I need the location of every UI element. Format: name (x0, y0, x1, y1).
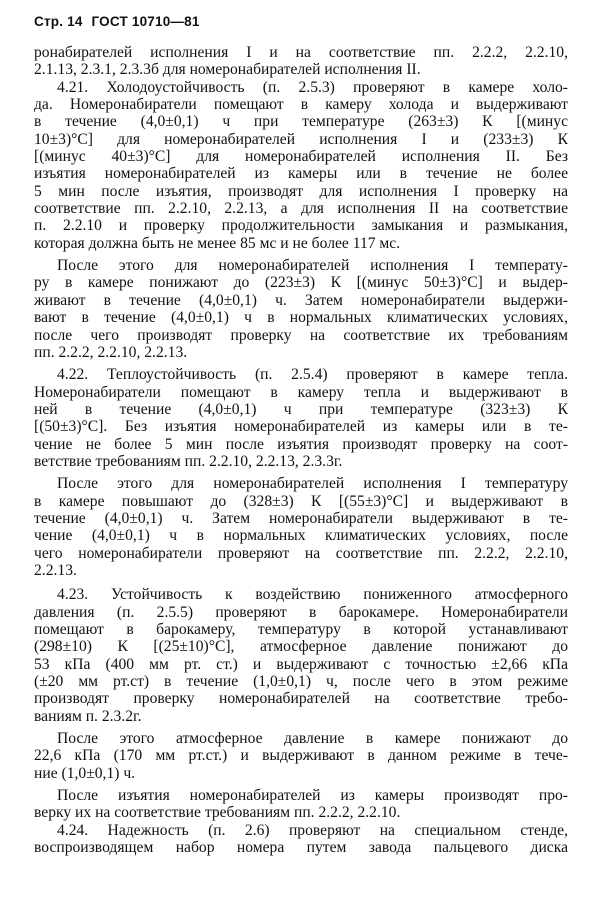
text-line: ветствие требованиям пп. 2.2.10, 2.2.13, 2.3.3г. (34, 452, 343, 470)
text-line: 5 мин после изъятия, производят для исполнения I проверку на (34, 182, 568, 200)
paragraph-4-21 (34, 79, 568, 252)
paragraph-continuation (34, 44, 568, 79)
text-line: ронабирателей исполнения I и на соответствие пп. 2.2.2, 2.2.10, (34, 44, 568, 61)
text-line: да. Номеронабиратели помещают в камеру холода и выдерживают (34, 96, 568, 114)
text-line: помещают в барокамеру, температуру в которой устанавливают (34, 621, 568, 638)
text-line: [(минус 40±3)°С] для номеронабирателей исполнения II. Без (34, 148, 568, 166)
text-line: 53 кПа (400 мм рт. ст.) и выдерживают с точностью ±2,66 кПа (34, 655, 568, 673)
text-line: 4.23. Устойчивость к воздействию пониженного атмосферного (57, 586, 568, 604)
text-line: После этого атмосферное давление в камере понижают до (57, 730, 568, 748)
text-line: живают в течение (4,0±0,1) ч. Затем номеронабиратели выдержи- (34, 291, 568, 309)
text-line: в течение (4,0±0,1) ч при температуре (263±3) К [(минус (34, 113, 568, 131)
text-line: После изъятия номеронабирателей из камеры производят про- (57, 787, 568, 805)
text-line: пп. 2.2.2, 2.2.10, 2.2.13. (34, 343, 188, 361)
page-number-label: Стр. 14 (34, 14, 83, 29)
text-line: которая должна быть не менее 85 мс и не более 117 мс. (34, 234, 401, 252)
text-line: давления (п. 2.5.5) проверяют в барокамере. Номеронабиратели (34, 603, 568, 621)
text-line: изъятия номеронабирателей из камеры или в течение не более (34, 165, 568, 183)
text-line: вают в течение (4,0±0,1) ч в нормальных климатических условиях, (34, 309, 568, 327)
paragraph-4-21-cold-exec-1 (34, 257, 568, 361)
text-line: производят проверку номеронабирателей на соответствие требо- (34, 690, 568, 708)
paragraph-4-23 (34, 586, 568, 725)
text-line: 4.24. Надежность (п. 2.6) проверяют на специальном стенде, (57, 821, 568, 839)
text-line: После этого для номеронабирателей исполнения I температуру (57, 475, 568, 493)
text-line: 4.21. Холодоустойчивость (п. 2.5.3) проверяют в камере холо- (57, 78, 568, 96)
text-line: соответствие пп. 2.2.10, 2.2.13, а для исполнения II на соответствие (34, 200, 568, 218)
text-line: ваниям п. 2.3.2г. (34, 707, 142, 725)
paragraph-4-22-heat-exec-1 (34, 475, 568, 579)
text-line: После этого для номеронабирателей исполнения I температу- (57, 257, 568, 275)
text-line: после чего производят проверку на соответствие их требованиям (34, 326, 568, 344)
text-line: п. 2.2.10 и проверку продолжительности замыкания и размыкания, (34, 217, 568, 235)
text-line: чение (4,0±0,1) ч в нормальных климатических условиях, после (34, 527, 568, 545)
text-line: воспроизводящем набор номера путем завода пальцевого диска (34, 839, 568, 857)
paragraph-4-23-pressure-lowering (34, 730, 568, 782)
text-line: Номеронабиратели помещают в камеру тепла и выдерживают в (34, 383, 568, 401)
text-line: течение (4,0±0,1) ч. Затем номеронабиратели выдерживают в те- (34, 509, 568, 527)
text-line: 4.22. Теплоустойчивость (п. 2.5.4) проверяют в камере тепла. (57, 366, 568, 384)
text-line: ние (1,0±0,1) ч. (34, 764, 136, 782)
paragraph-4-24 (34, 822, 568, 857)
text-line: чение не более 5 мин после изъятия производят проверку на соот- (34, 435, 568, 453)
text-line: (298±10) К [(25±10)°С], атмосферное давление понижают до (34, 638, 568, 656)
text-line: 2.2.13. (34, 561, 77, 579)
paragraph-4-22 (34, 366, 568, 470)
paragraph-4-23-post-check (34, 787, 568, 822)
text-line: чего номеронабиратели проверяют на соответствие пп. 2.2.2, 2.2.10, (34, 544, 568, 562)
text-line: 2.1.13, 2.3.1, 2.3.3б для номеронабирателей исполнения II. (34, 61, 421, 79)
running-header (34, 14, 205, 29)
text-line: 22,6 кПа (170 мм рт.ст.) и выдерживают в данном режиме в тече- (34, 747, 568, 765)
text-line: ру в камере понижают до (223±3) К [(минус 50±3)°С] и выдер- (34, 274, 568, 292)
text-line: верку их на соответствие требованиям пп. 2.2.2, 2.2.10. (34, 804, 401, 822)
text-line: (±20 мм рт.ст) в течение (1,0±0,1) ч, после чего в этом режиме (34, 673, 568, 691)
text-line: [(50±3)°С]. Без изъятия номеронабирателей из камеры или в те- (34, 418, 568, 436)
standard-designation: ГОСТ 10710—81 (91, 14, 200, 29)
text-line: 10±3)°С] для номеронабирателей исполнения I и (233±3) К (34, 130, 568, 148)
body-text (34, 44, 568, 856)
text-line: в камере повышают до (328±3) К [(55±3)°С] и выдерживают в (34, 492, 568, 510)
text-line: ней в течение (4,0±0,1) ч при температуре (323±3) К (34, 400, 568, 418)
